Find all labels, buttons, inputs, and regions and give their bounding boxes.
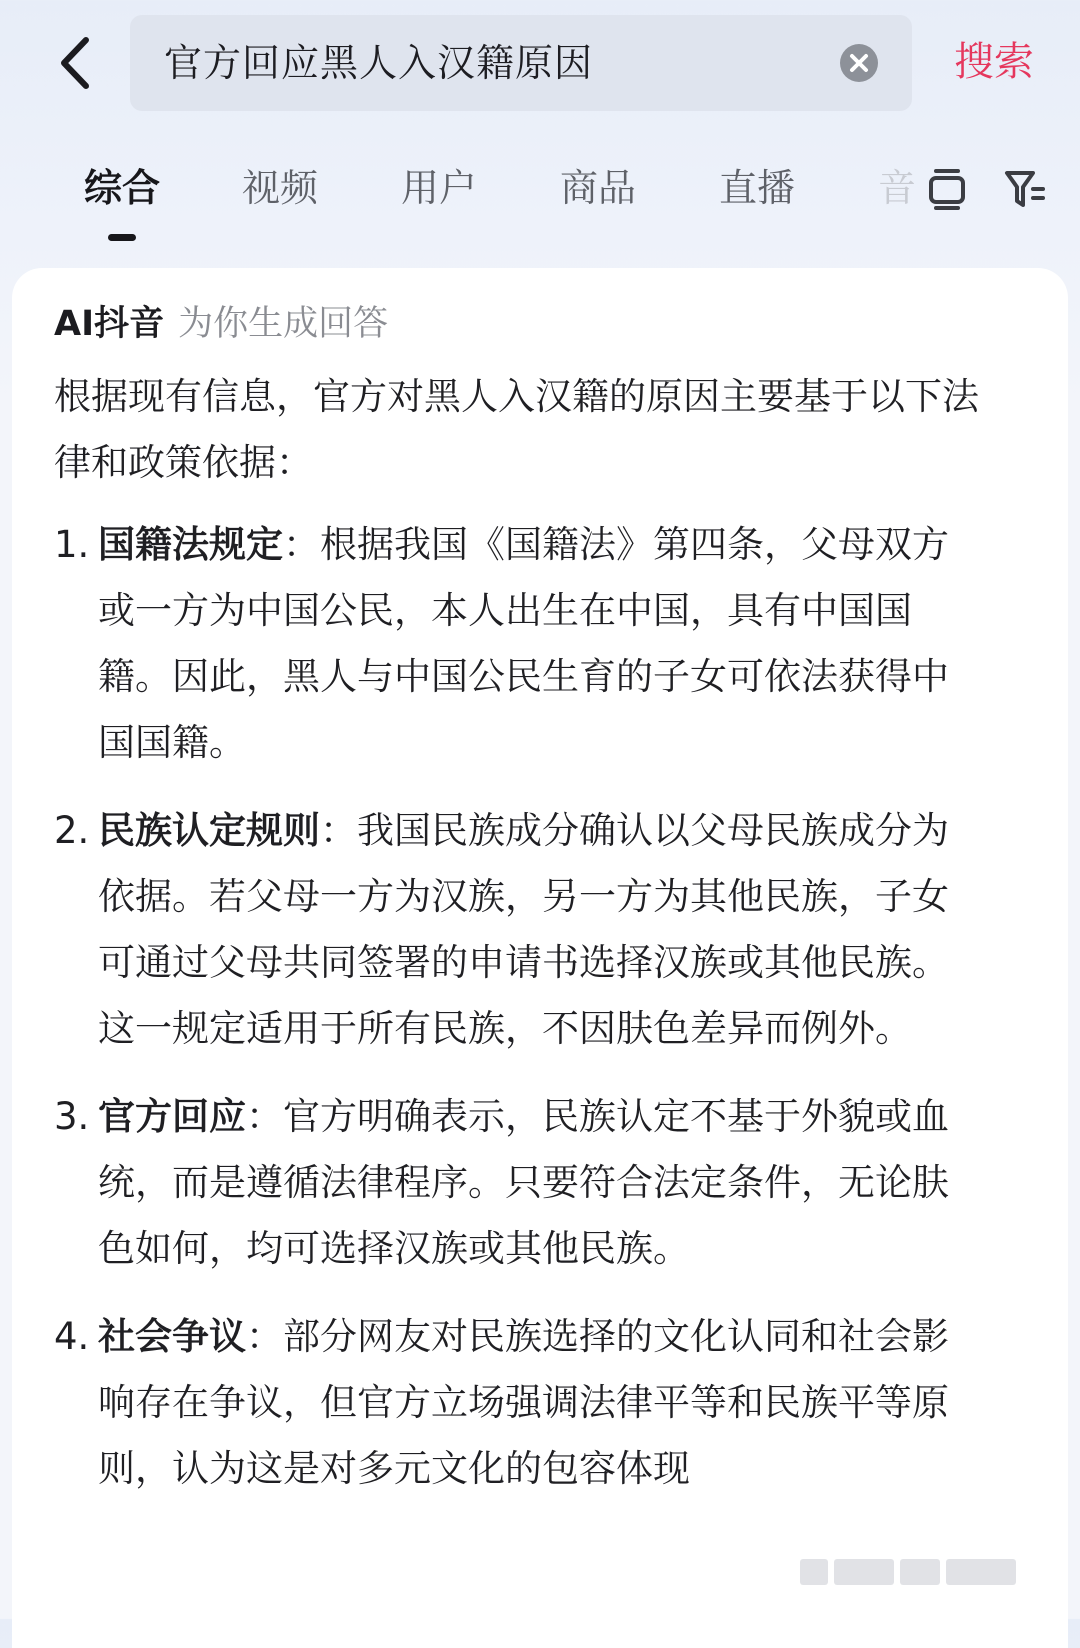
watermark-mark xyxy=(946,1559,1016,1585)
clear-search-button[interactable] xyxy=(840,44,878,82)
item-number: 1. xyxy=(54,523,90,566)
filter-button[interactable] xyxy=(1000,164,1050,214)
answer-item-2 xyxy=(54,798,984,1062)
card-view-button[interactable] xyxy=(922,164,972,214)
search-button[interactable]: 搜索 xyxy=(954,39,1034,85)
card-view-icon xyxy=(927,167,967,211)
item-number: 4. xyxy=(54,1315,90,1358)
answer-intro: 根据现有信息，官方对黑人入汉籍的原因主要基于以下法律和政策依据： xyxy=(54,375,979,484)
item-title: 国籍法规定 xyxy=(98,523,283,566)
filter-icon xyxy=(1003,167,1047,211)
watermark-mark xyxy=(800,1559,828,1585)
item-title: 民族认定规则 xyxy=(98,809,320,852)
answer-item-1 xyxy=(54,512,984,776)
tab-video[interactable]: 视频 xyxy=(242,166,319,210)
tab-music-partial[interactable]: 音 xyxy=(878,166,917,210)
ai-answer-header xyxy=(54,298,388,350)
search-input[interactable] xyxy=(130,15,912,111)
ai-brand-label: AI抖音 xyxy=(54,304,165,344)
item-number: 3. xyxy=(54,1095,90,1138)
tab-bar xyxy=(0,140,1080,250)
back-button[interactable] xyxy=(44,28,104,98)
watermark-mark xyxy=(900,1559,940,1585)
watermark-mark xyxy=(834,1559,894,1585)
active-tab-indicator xyxy=(108,234,136,241)
tab-comprehensive[interactable]: 综合 xyxy=(84,166,161,210)
ai-subtitle: 为你生成回答 xyxy=(178,304,389,344)
watermark xyxy=(800,1552,1050,1592)
top-bar xyxy=(0,0,1080,126)
item-title: 官方回应 xyxy=(98,1095,246,1138)
answer-item-3 xyxy=(54,1084,984,1282)
item-text: ：我国民族成分确认以父母民族成分为依据。若父母一方为汉族，另一方为其他民族，子女可通过父母共同签署的申请书选择汉族或其他民族。这一规定适用于所有民族，不因肤色差异而例外。 xyxy=(98,809,949,1050)
item-text: ：部分网友对民族选择的文化认同和社会影响存在争议，但官方立场强调法律平等和民族平等原则，认为这是对多元文化的包容体现 xyxy=(98,1315,949,1490)
tab-products[interactable]: 商品 xyxy=(560,166,637,210)
ai-answer-body xyxy=(54,364,984,1524)
item-title: 社会争议 xyxy=(98,1315,246,1358)
item-number: 2. xyxy=(54,809,90,852)
item-text: ：根据我国《国籍法》第四条，父母双方或一方为中国公民，本人出生在中国，具有中国国籍。因此，黑人与中国公民生育的子女可依法获得中国国籍。 xyxy=(98,523,949,764)
ai-answer-card xyxy=(12,268,1068,1648)
search-query[interactable]: 官方回应黑人入汉籍原因 xyxy=(164,41,594,85)
answer-item-4 xyxy=(54,1304,984,1502)
back-arrow-icon xyxy=(56,36,92,90)
clear-icon xyxy=(840,44,878,82)
tab-users[interactable]: 用户 xyxy=(401,166,478,210)
item-text: ：官方明确表示，民族认定不基于外貌或血统，而是遵循法律程序。只要符合法定条件，无论肤色如何，均可选择汉族或其他民族。 xyxy=(98,1095,949,1270)
tab-live[interactable]: 直播 xyxy=(719,166,796,210)
